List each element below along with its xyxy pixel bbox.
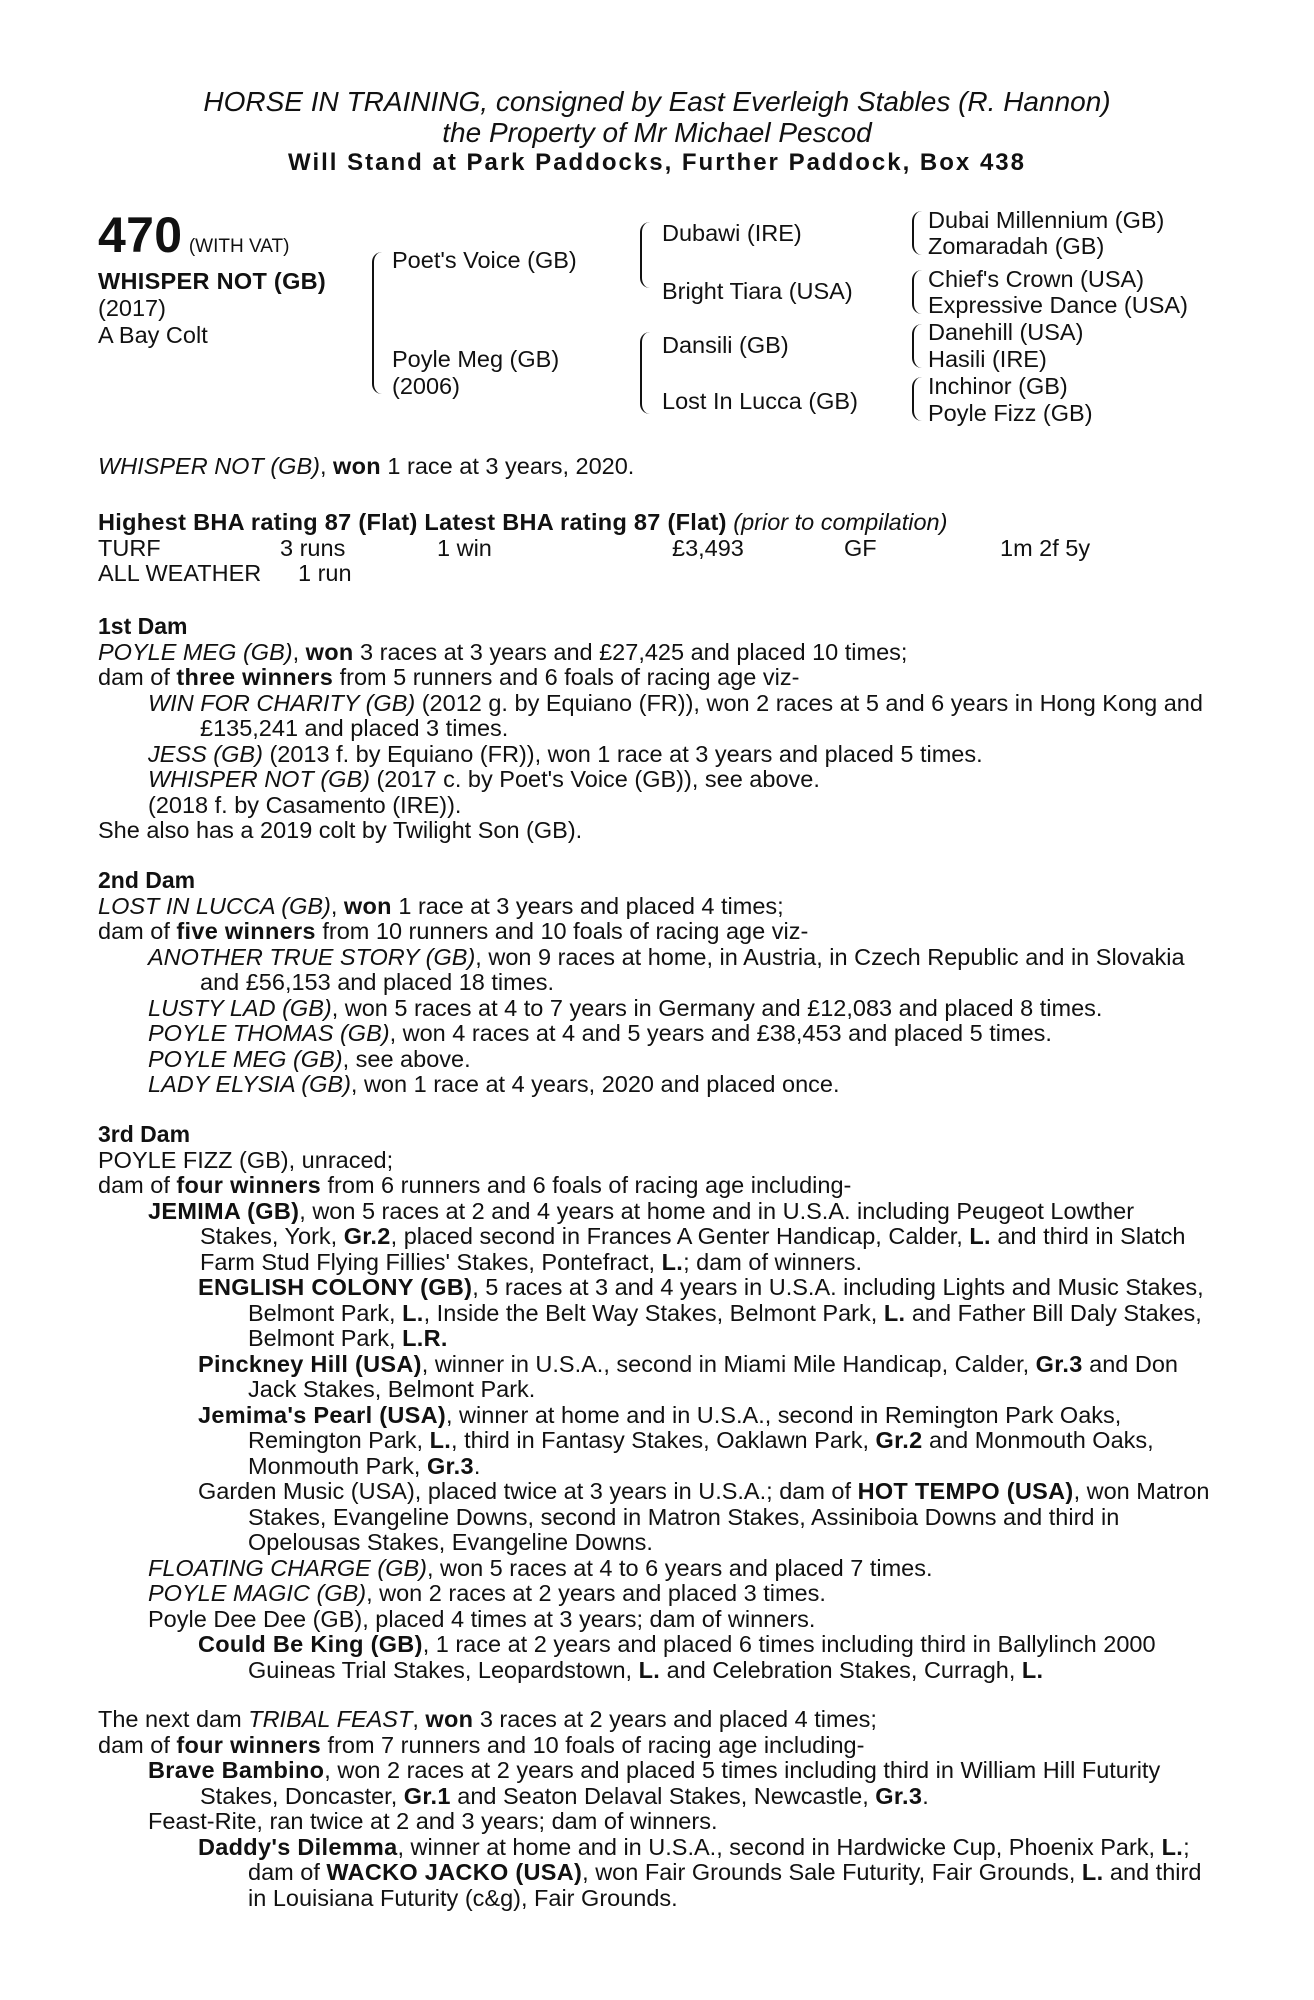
gg-1: Dubai Millennium (GB) [928,207,1165,233]
bb-g1: Gr.1 [403,1782,451,1809]
sire: Poet's Voice (GB) [392,247,577,273]
second-dam-heading: 2nd Dam [98,867,196,893]
ratings [98,510,1218,587]
daddys-dilemma-entry [98,1835,1218,1912]
jemima-g2: L. [969,1223,991,1249]
bb-t3: . [922,1782,929,1809]
second-dam-foals: from 10 runners and 10 foals of racing age viz- [315,918,809,944]
d2-produce-2-name: LUSTY LAD (GB) [148,994,332,1021]
third-dam-section [98,1122,1218,1683]
ec-g2: L. [883,1299,906,1326]
third-dam-heading: 3rd Dam [98,1121,191,1147]
floating-charge-name: FLOATING CHARGE (GB) [148,1554,427,1581]
pm-record: , won 2 races at 2 years and placed 3 times. [366,1580,826,1606]
produce-2-name: JESS (GB) [148,740,263,767]
g-brace-4 [912,377,923,421]
jp-t1: , winner at home and in U.S.A., second in Remington Park Oaks, Remington Park, [248,1401,1122,1453]
jp-g3: Gr.3 [426,1452,474,1479]
first-dam-name: POYLE MEG (GB) [98,638,293,665]
dd-g1: L. [1161,1833,1184,1860]
race-summary: WHISPER NOT (GB), won 1 race at 3 years, 2020. [98,453,635,479]
d2-produce-3-name: POYLE THOMAS (GB) [148,1020,390,1046]
gm-t2: , won Matron Stakes, Evangeline Downs, second in Matron Stakes, Assiniboia Downs and third in Opelousas Stakes, Evangeline Downs. [248,1478,1210,1555]
cbk-t2: and Celebration Stakes, Curragh, [660,1656,1022,1683]
d2-produce-1-record: , won 9 races at home, in Austria, in Czech Republic and in Slovakia and £56,153 and placed 18 times. [200,943,1185,995]
third-dam-foals: from 6 runners and 6 foals of racing age including- [321,1172,852,1198]
next-dam-won: won [425,1706,474,1732]
d2-produce-4-name: POYLE MEG (GB) [148,1045,343,1072]
dam-dam: Lost In Lucca (GB) [662,388,858,414]
second-dam-name: LOST IN LUCCA (GB) [98,892,331,919]
produce-3-record: (2017 c. by Poet's Voice (GB)), see above. [369,766,820,792]
ph-t2: and Don Jack Stakes, Belmont Park. [248,1350,1178,1402]
dd-g2: L. [1081,1859,1104,1885]
jemima-g3: L. [661,1248,684,1275]
summary-won: won [333,453,381,479]
pinckney-hill-name: Pinckney Hill (USA) [198,1350,422,1377]
jp-t3: and Monmouth Oaks, Monmouth Park, [248,1427,1154,1479]
first-dam-winners: three winners [176,664,334,690]
gg-6: Hasili (IRE) [928,346,1047,372]
second-dam-record: 1 race at 3 years and placed 4 times; [391,892,784,919]
gg-8: Poyle Fizz (GB) [928,400,1093,426]
dam-year: (2006) [392,373,460,399]
turf-wins: 1 win [437,534,492,561]
d2-produce-4-record: , see above. [342,1045,471,1072]
rating-note: (prior to compilation) [726,509,948,535]
lot-number: 470 [98,207,183,263]
garden-music-entry [98,1479,1218,1556]
jp-g1: L. [429,1427,452,1453]
turf-row [98,536,1218,562]
brave-bambino-name: Brave Bambino [148,1757,325,1783]
third-dam-name: POYLE FIZZ (GB), unraced; [98,1146,394,1173]
bb-t1: , won 2 races at 2 years and placed 5 times including third in William Hill Futurity Stakes, Doncaster, [200,1757,1161,1809]
g-brace-2 [912,270,923,314]
turf-distance: 1m 2f 5y [1000,534,1091,561]
ec-t1: , 5 races at 3 and 4 years in U.S.A. including Lights and Music Stakes, Belmont Park, [248,1274,1204,1326]
dd-t1: , winner at home and in U.S.A., second in Hardwicke Cup, Phoenix Park, [397,1833,1162,1860]
bb-t2: and Seaton Delaval Stakes, Newcastle, [450,1782,876,1809]
produce-1-name: WIN FOR CHARITY (GB) [148,689,416,716]
next-dam-comma: , [412,1706,426,1732]
jemima-g1: Gr.2 [343,1223,391,1249]
gg-3: Chief's Crown (USA) [928,266,1145,292]
first-dam-dam-of: dam of [98,664,177,690]
vat-note: (WITH VAT) [188,236,290,257]
first-dam-foals: from 5 runners and 6 foals of racing age viz- [333,664,800,690]
second-dam-dam-of: dam of [98,918,177,944]
poyle-magic-name: POYLE MAGIC (GB) [148,1580,367,1606]
first-dam-also: She also has a 2019 colt by Twilight Son (GB). [98,817,583,843]
jp-t2: , third in Fantasy Stakes, Oaklawn Park, [451,1427,876,1453]
ec-t2: , Inside the Belt Way Stakes, Belmont Park, [423,1299,884,1326]
d2-produce-3-record: , won 4 races at 4 and 5 years and £38,453 and placed 5 times. [389,1020,1052,1046]
next-dam-record: 3 races at 2 years and placed 4 times; [473,1706,877,1732]
first-dam-section: 1st Dam POYLE MEG (GB), won 3 races at 3 years and £27,425 and placed 10 times; dam of three winners from 5 runners and 6 foals of racing age viz- WIN FOR CHARITY (GB) (2012 g. by Equiano (FR)), won 2 races at 5 and 6 years in Hong Kong and £135,241 and placed 3 times. JESS (GB) (2013 f. by Equiano (FR)), won 1 race at 3 years and placed 5 times. WHISPER NOT (GB) (2017 c. by Poet's Voice (GB)), see above. (2018 f. by Casamento (IRE)). She also has a 2019 colt by Twilight Son (GB). [98,614,1218,844]
daddys-dilemma-name: Daddy's Dilemma [198,1833,398,1860]
sire-brace [640,222,652,288]
jemima-t2: , placed second in Frances A Genter Handicap, Calder, [390,1223,970,1249]
d2-produce-4 [98,1047,1218,1073]
aw-row [98,561,1218,587]
bha-rating: Highest BHA rating 87 (Flat) Latest BHA rating 87 (Flat) [98,509,727,535]
header-location: Will Stand at Park Paddocks, Further Paddock, Box 438 [288,149,1026,176]
turf-label: TURF [98,534,161,561]
d2-produce-1 [98,945,1218,996]
d2-produce-5 [98,1072,1218,1098]
english-colony-name: ENGLISH COLONY (GB) [198,1274,473,1300]
could-be-king-entry [98,1632,1218,1683]
ph-t1: , winner in U.S.A., second in Miami Mile Handicap, Calder, [421,1350,1036,1377]
gg-5: Danehill (USA) [928,319,1084,345]
jemima-t4: ; dam of winners. [683,1248,863,1275]
foal-year: (2017) [98,295,166,321]
brave-bambino-entry [98,1758,1218,1809]
d2-produce-5-name: LADY ELYSIA (GB) [148,1071,351,1097]
jemimas-pearl-entry [98,1403,1218,1480]
ec-g3: L.R. [402,1325,448,1351]
summary-rest: 1 race at 3 years, 2020. [380,453,635,479]
d2-produce-2 [98,996,1218,1022]
next-dam-winners: four winners [176,1731,321,1758]
wacko-jacko-name: WACKO JACKO (USA) [326,1859,583,1885]
next-dam-foals: from 7 runners and 10 foals of racing age including- [321,1731,865,1758]
cbk-t1: , 1 race at 2 years and placed 6 times including third in Ballylinch 2000 Guineas Trial Stakes, Leopardstown, [248,1631,1156,1683]
cbk-g2: L. [1021,1656,1044,1683]
dam-sire: Dansili (GB) [662,332,789,358]
next-dam-name: TRIBAL FEAST [248,1706,413,1732]
ec-t3: and Father Bill Daly Stakes, Belmont Park, [248,1299,1202,1351]
could-be-king-name: Could Be King (GB) [198,1631,423,1657]
english-colony-entry [98,1275,1218,1352]
hot-tempo-name: HOT TEMPO (USA) [857,1478,1074,1504]
d2-produce-1-name: ANOTHER TRUE STORY (GB) [148,943,476,970]
gg-2: Zomaradah (GB) [928,233,1105,259]
parents-brace [372,252,384,394]
d2-produce-5-record: , won 1 race at 4 years, 2020 and placed once. [350,1071,840,1097]
jemima-entry [98,1199,1218,1276]
header-consignor: HORSE IN TRAINING, consigned by East Everleigh Stables (R. Hannon) [203,86,1111,117]
horse-description: A Bay Colt [98,322,208,348]
aw-label: ALL WEATHER [98,560,262,586]
turf-runs: 3 runs [280,534,346,561]
gg-7: Inchinor (GB) [928,373,1068,399]
turf-prize: £3,493 [672,534,744,561]
fc-record: , won 5 races at 4 to 6 years and placed 7 times. [426,1554,933,1581]
next-dam-dam-of: dam of [98,1731,177,1758]
ph-g1: Gr.3 [1035,1350,1083,1377]
header-owner: the Property of Mr Michael Pescod [442,117,872,148]
produce-2 [98,742,1218,768]
produce-4: (2018 f. by Casamento (IRE)). [148,791,462,818]
floating-charge-entry [98,1556,1218,1582]
dam-brace [640,332,652,414]
horse-name: WHISPER NOT (GB) [98,268,327,294]
jp-t4: . [473,1452,481,1479]
dd-t4: and third in Louisiana Futurity (c&g), Fair Grounds. [248,1859,1202,1911]
cbk-g1: L. [638,1656,661,1683]
third-dam-winners: four winners [176,1172,321,1198]
next-dam-section [98,1707,1218,1911]
first-dam-record: 3 races at 3 years and £27,425 and placed 10 times; [353,638,908,665]
jemima-t3: and third in Slatch Farm Stud Flying Fillies' Stakes, Pontefract, [200,1223,1186,1275]
sire-dam: Bright Tiara (USA) [662,278,853,304]
next-dam-intro: The next dam [98,1706,249,1732]
g-brace-1 [912,211,923,255]
produce-2-record: (2013 f. by Equiano (FR)), won 1 race at 3 years and placed 5 times. [262,740,983,767]
second-dam-section: 2nd Dam LOST IN LUCCA (GB), won 1 race at 3 years and placed 4 times; dam of five winners from 10 runners and 10 foals of racing age viz- ANOTHER TRUE STORY (GB), won 9 races at home, in Austria, in Czech Republic and in Slovakia and £56,153 and placed 18 times. LUSTY LAD (GB), won 5 races at 4 to 7 years in Germany and £12,083 and placed 8 times. POYLE THOMAS (GB), won 4 races at 4 and 5 years and £38,453 and placed 5 times. POYLE MEG (GB), see above. LADY ELYSIA (GB), won 1 race at 4 years, 2020 and placed once. [98,868,1218,1098]
summary-name: WHISPER NOT (GB) [98,453,320,479]
first-dam-won: won [305,638,354,665]
feast-rite-entry: Feast-Rite, ran twice at 2 and 3 years; dam of winners. [148,1808,718,1834]
first-dam-heading: 1st Dam [98,613,188,639]
jemimas-pearl-name: Jemima's Pearl (USA) [198,1401,446,1428]
aw-runs: 1 run [298,560,352,586]
produce-3 [98,767,1218,793]
gg-4: Expressive Dance (USA) [928,292,1188,318]
poyle-magic-entry [98,1581,1218,1607]
produce-3-name: WHISPER NOT (GB) [148,766,370,792]
ec-g1: L. [402,1299,424,1326]
dd-t3: , won Fair Grounds Sale Futurity, Fair Grounds, [582,1859,1082,1885]
produce-1 [98,691,1218,742]
pinckney-hill-entry [98,1352,1218,1403]
gm-t1: Garden Music (USA), placed twice at 3 years in U.S.A.; dam of [198,1478,858,1504]
produce-1-record: (2012 g. by Equiano (FR)), won 2 races at 5 and 6 years in Hong Kong and £135,241 and placed 3 times. [200,689,1203,741]
dd-t2: ; dam of [248,1833,1190,1885]
jp-g2: Gr.2 [875,1427,923,1453]
jemima-t1: , won 5 races at 2 and 4 years at home and in U.S.A. including Peugeot Lowther Stakes, York, [200,1197,1135,1249]
g-brace-3 [912,324,923,368]
jemima-name: JEMIMA (GB) [148,1197,300,1224]
d2-produce-2-record: , won 5 races at 4 to 7 years in Germany and £12,083 and placed 8 times. [331,994,1103,1021]
second-dam-won: won [343,892,392,919]
second-dam-winners: five winners [176,918,316,944]
poyle-dee-dee-entry: Poyle Dee Dee (GB), placed 4 times at 3 years; dam of winners. [148,1605,816,1632]
third-dam-dam-of: dam of [98,1172,177,1198]
sire-sire: Dubawi (IRE) [662,220,802,246]
lot-info [98,207,358,349]
d2-produce-3 [98,1021,1218,1047]
turf-going: GF [844,534,877,561]
dam: Poyle Meg (GB) [392,346,560,372]
bb-g2: Gr.3 [875,1782,923,1809]
